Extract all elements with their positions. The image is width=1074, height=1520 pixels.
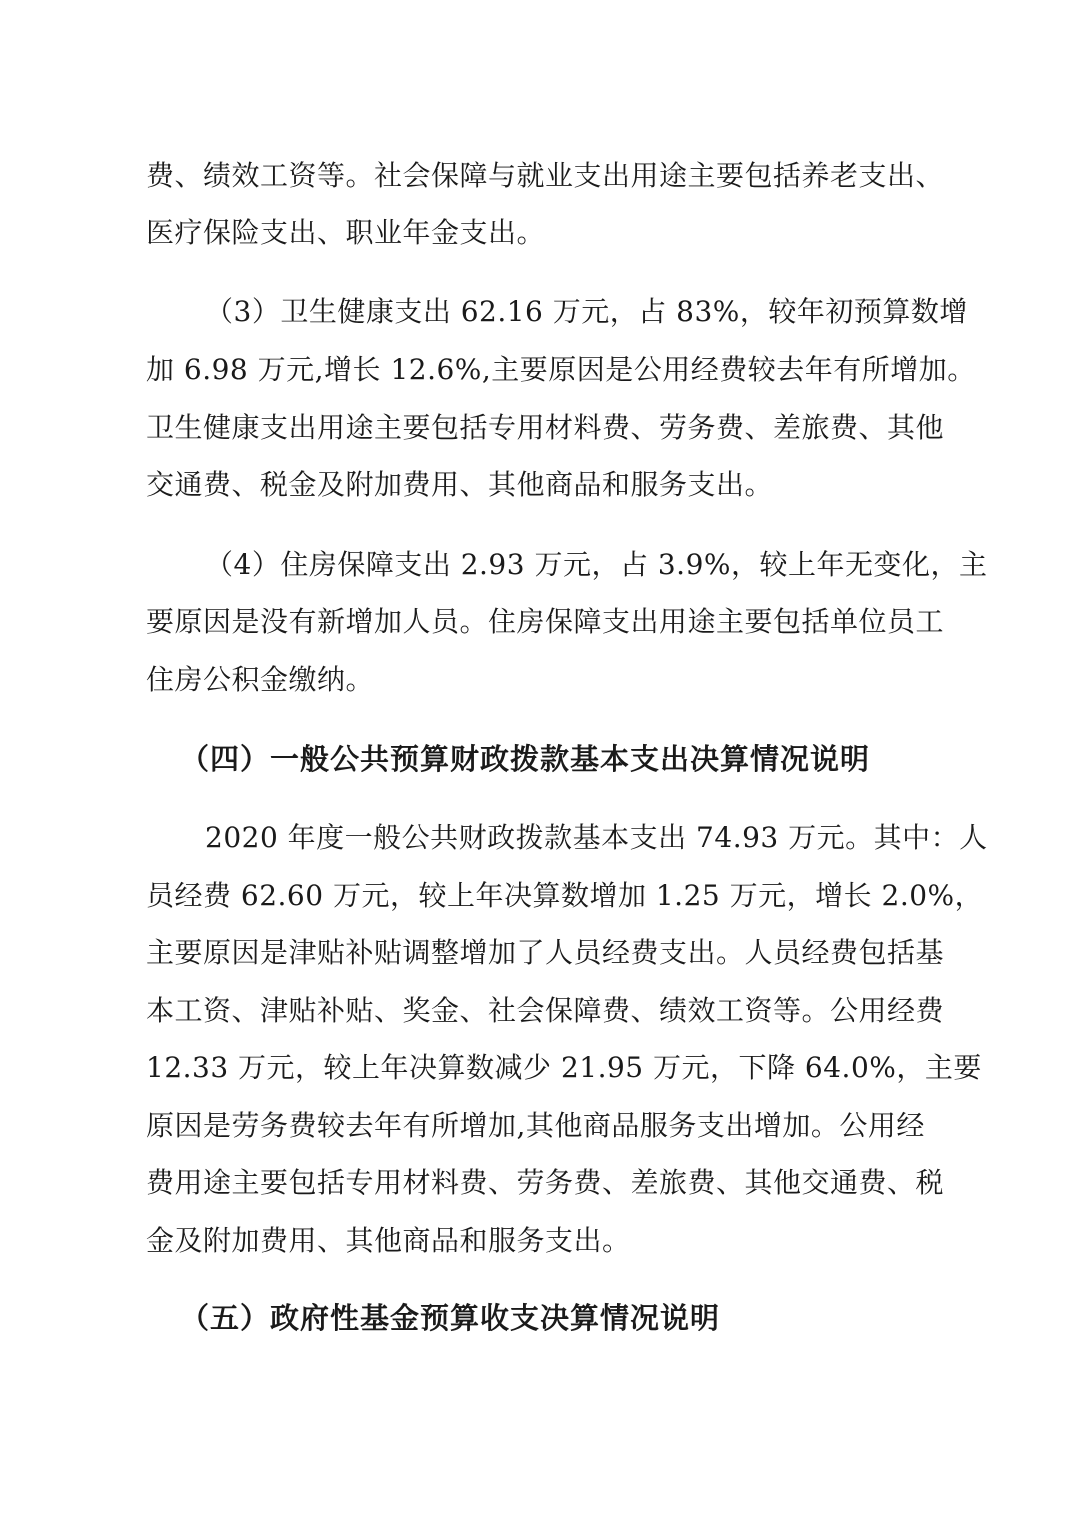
section-heading: （四）一般公共预算财政拨款基本支出决算情况说明 — [180, 742, 871, 776]
paragraph-line: 本工资、津贴补贴、奖金、社会保障费、绩效工资等。公用经费 — [146, 994, 945, 1027]
section-heading: （五）政府性基金预算收支决算情况说明 — [180, 1301, 721, 1335]
paragraph-line: 金及附加费用、其他商品和服务支出。 — [146, 1224, 631, 1257]
paragraph-line: 2020 年度一般公共财政拨款基本支出 74.93 万元。其中：人 — [205, 821, 988, 854]
paragraph-line: 主要原因是津贴补贴调整增加了人员经费支出。人员经费包括基 — [146, 936, 945, 969]
paragraph-line: 加 6.98 万元,增长 12.6%,主要原因是公用经费较去年有所增加。 — [146, 353, 976, 386]
paragraph-line: 费用途主要包括专用材料费、劳务费、差旅费、其他交通费、税 — [146, 1166, 945, 1199]
paragraph-line: 交通费、税金及附加费用、其他商品和服务支出。 — [146, 468, 774, 501]
paragraph-line: （4）住房保障支出 2.93 万元，占 3.9%，较上年无变化，主 — [205, 548, 988, 581]
paragraph-line: 医疗保险支出、职业年金支出。 — [146, 216, 546, 249]
paragraph-line: 12.33 万元，较上年决算数减少 21.95 万元，下降 64.0%，主要 — [146, 1051, 982, 1084]
paragraph-line: （3）卫生健康支出 62.16 万元，占 83%，较年初预算数增 — [205, 295, 968, 328]
paragraph-line: 原因是劳务费较去年有所增加,其他商品服务支出增加。公用经 — [146, 1109, 925, 1142]
paragraph-line: 员经费 62.60 万元，较上年决算数增加 1.25 万元，增长 2.0%， — [146, 879, 984, 912]
paragraph-line: 费、绩效工资等。社会保障与就业支出用途主要包括养老支出、 — [146, 159, 945, 192]
paragraph-line: 要原因是没有新增加人员。住房保障支出用途主要包括单位员工 — [146, 605, 945, 638]
paragraph-line: 卫生健康支出用途主要包括专用材料费、劳务费、差旅费、其他 — [146, 411, 945, 444]
paragraph-line: 住房公积金缴纳。 — [146, 663, 375, 696]
